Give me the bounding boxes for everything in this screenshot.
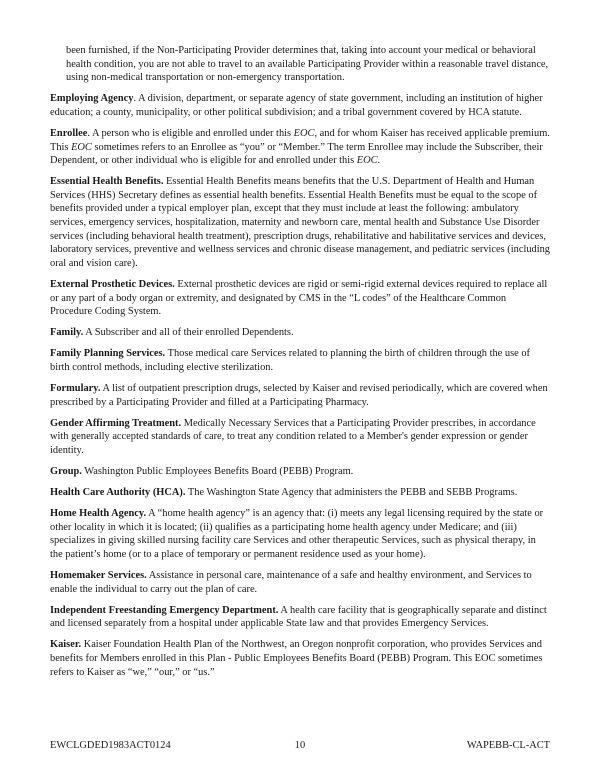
definition-paragraph	[50, 347, 550, 374]
definition-paragraph	[50, 92, 550, 119]
definition-paragraph	[50, 326, 550, 340]
italic-text: EOC	[356, 155, 378, 167]
definition-term: Family.	[50, 327, 84, 339]
definition-term: Employing Agency	[50, 93, 134, 105]
definition-paragraph	[50, 604, 550, 631]
definition-paragraph	[50, 638, 550, 679]
definition-text: sometimes refers to an Enrollee as “you” or “Member.” The term Enrollee may include the Subscriber, their Dependent, or other individual who is eligible for and enrolled under this	[50, 141, 543, 167]
definition-text: Essential Health Benefits means benefits that the U.S. Department of Health and Human Services (HHS) Secretary defines as essential health benefits. Essential Health Benefits must be equal to the scope of benefits provided under a typical employer plan, except that they must include at least the following: ambulatory services, emergency services, hospitalization, maternity and newborn care, mental health and Substance Use Disorder services (including behavioral health treatment), prescription drugs, rehabilitative and habilitative services and devices, laboratory services, preventive and wellness services and chronic disease management, and pediatric services (including oral and vision care).	[50, 176, 551, 269]
definition-term: Enrollee	[50, 127, 88, 139]
definition-paragraph	[50, 175, 550, 270]
definition-text: A Subscriber and all of their enrolled Dependents.	[85, 327, 294, 339]
definition-term: Homemaker Services.	[50, 570, 147, 581]
definition-text: Those medical care Services related to planning the birth of children through the use of birth control methods, including elective sterilization.	[50, 348, 530, 373]
definition-term: Essential Health Benefits.	[50, 176, 164, 188]
definition-text: , and for whom Kaiser has received applicable premium. This	[50, 127, 550, 153]
definition-paragraph	[50, 486, 550, 500]
definition-term: Family Planning Services.	[50, 348, 166, 360]
definition-term: Group.	[50, 465, 82, 477]
definition-text: .	[377, 155, 381, 167]
definition-paragraph	[50, 127, 550, 168]
definition-text: The Washington State Agency that administers the PEBB and SEBB Programs.	[187, 487, 518, 499]
footer-document-code: EWCLGDED1983ACT0124	[50, 740, 171, 751]
definition-text: A list of outpatient prescription drugs, selected by Kaiser and revised periodically, which are covered when prescribed by a Participating Provider and filled at a Participating Pharmacy.	[50, 382, 548, 408]
definition-paragraph	[50, 382, 550, 409]
term-separator: .	[87, 127, 92, 139]
definition-text: Kaiser Foundation Health Plan of the Northwest, an Oregon nonprofit corporation, who provides Services and benefits for Members enrolled in this Plan - Public Employees Benefits Board (PEBB) Program. This EOC sometimes refers to Kaiser as “we,” “our,” or “us.”	[50, 639, 543, 678]
definition-text: Medically Necessary Services that a Participating Provider prescribes, in accordance with generally accepted standards of care, to treat any condition related to a Member's gender expression or gender identity.	[50, 417, 536, 456]
definition-term: Kaiser.	[50, 639, 82, 651]
italic-text: EOC	[71, 141, 92, 153]
italic-text: EOC	[293, 127, 315, 139]
definition-text: Assistance in personal care, maintenance of a safe and healthy environment, and Services to enable the individual to carry out the plan of care.	[50, 570, 532, 595]
definition-term: Health Care Authority (HCA).	[50, 487, 186, 499]
definition-paragraph	[50, 569, 550, 596]
footer-page-number: 10	[294, 740, 306, 751]
definition-term: Independent Freestanding Emergency Department.	[50, 604, 279, 616]
footer-form-code: WAPEBB-CL-ACT	[466, 740, 550, 751]
term-separator: .	[133, 93, 139, 105]
definition-text: A health care facility that is geographically separate and distinct and licensed separately from a hospital under applicable State law and that provides Emergency Services.	[50, 604, 547, 630]
definition-paragraph	[50, 417, 550, 458]
definition-term: Gender Affirming Treatment.	[50, 417, 182, 429]
document-body	[50, 44, 550, 687]
definition-paragraph	[50, 507, 550, 561]
definition-text: A person who is eligible and enrolled under this	[91, 127, 294, 139]
definition-text: A division, department, or separate agency of state government, including an institution of higher education; a county, municipality, or other political subdivision; and a tribal government covered by HCA statute.	[50, 93, 543, 118]
definition-term: External Prosthetic Devices.	[50, 278, 175, 290]
definition-text: Washington Public Employees Benefits Board (PEBB) Program.	[84, 465, 354, 477]
definition-paragraph	[50, 278, 550, 319]
definition-text: A “home health agency” is an agency that: (i) meets any legal licensing required by the state or other locality in which it is located; (ii) qualifies as a participating home health agency under Medicare; and (iii) specializes in giving skilled nursing facility care Services and other therapeutic Services, such as physical therapy, in the patient’s home (or to a place of temporary or permanent residence used as your home).	[50, 508, 544, 560]
definition-text: External prosthetic devices are rigid or semi-rigid external devices required to replace all or any part of a body organ or extremity, and designated by CMS in the “L codes” of the Healthcare Common Procedure Coding System.	[50, 278, 548, 318]
definition-paragraph	[50, 465, 550, 479]
definitions-list	[50, 92, 550, 679]
continuation-paragraph: been furnished, if the Non-Participating Provider determines that, taking into account your medical or behavioral health condition, you are not able to travel to an available Participating Provider within a reasonable travel distance, using non-medical transportation or non-emergency transportation.	[66, 45, 549, 84]
definition-term: Home Health Agency.	[50, 508, 147, 520]
definition-term: Formulary.	[50, 382, 101, 394]
